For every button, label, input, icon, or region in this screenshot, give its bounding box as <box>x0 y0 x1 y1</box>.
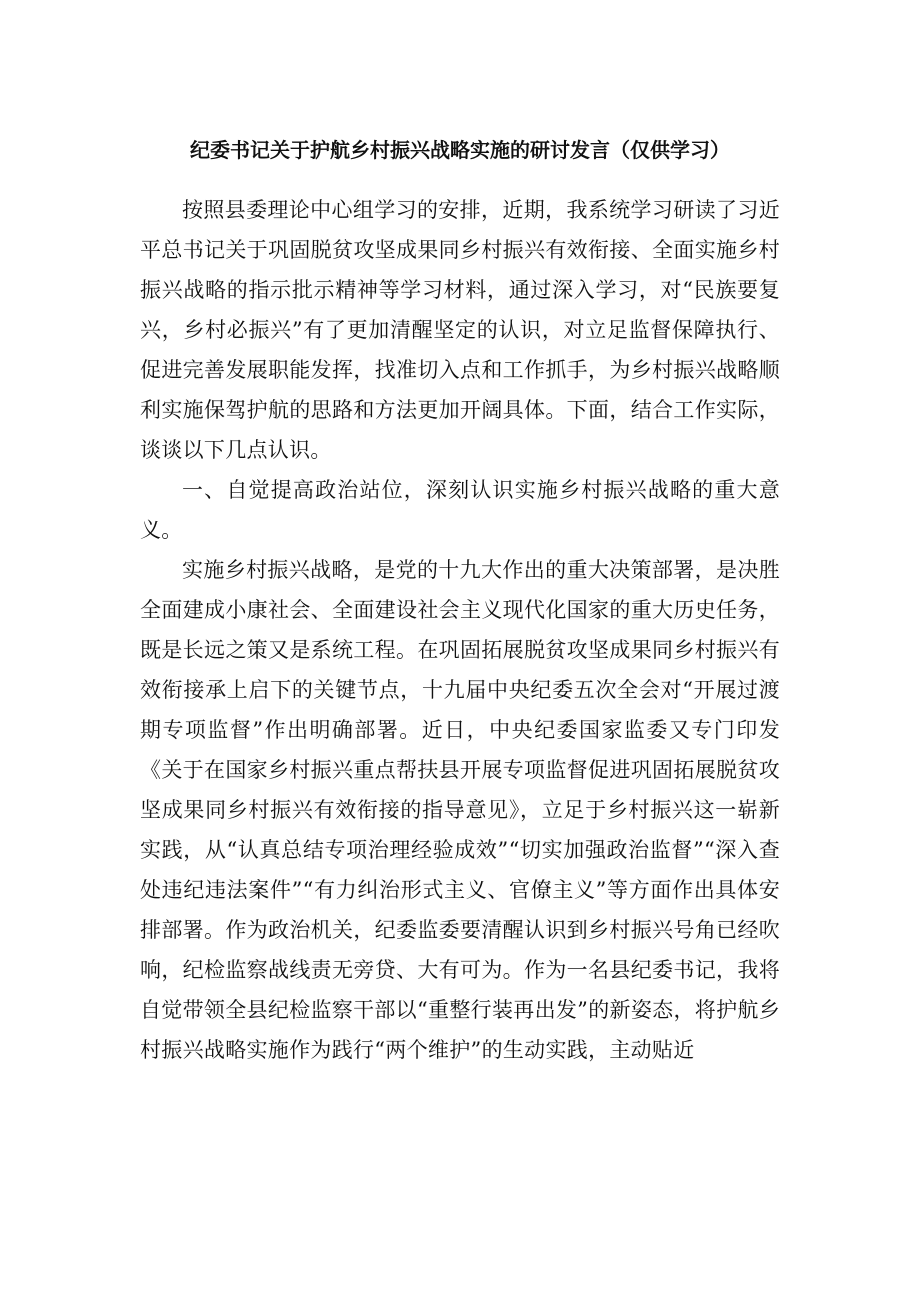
document-title: 纪委书记关于护航乡村振兴战略实施的研讨发言（仅供学习） <box>190 138 730 162</box>
paragraph-section-body: 实施乡村振兴战略，是党的十九大作出的重大决策部署，是决胜全面建成小康社会、全面建设社会主义现代化国家的重大历史任务，既是长远之策又是系统工程。在巩固拓展脱贫攻坚成果同乡村振兴有效衔接承上启下的关键节点，十九届中央纪委五次全会对“开展过渡期专项监督”作出明确部署。近日，中央纪委国家监委又专门印发《关于在国家乡村振兴重点帮扶县开展专项监督促进巩固拓展脱贫攻坚成果同乡村振兴有效衔接的指导意见》，立足于乡村振兴这一崭新实践，从“认真总结专项治理经验成效”“切实加强政治监督”“深入查处违纪违法案件”“有力纠治形式主义、官僚主义”等方面作出具体安排部署。作为政治机关，纪委监委要清醒认识到乡村振兴号角已经吹响，纪检监察战线责无旁贷、大有可为。作为一名县纪委书记，我将自觉带领全县纪检监察干部以“重整行装再出发”的新姿态，将护航乡村振兴战略实施作为践行“两个维护”的生动实践，主动贴近 <box>140 558 780 1062</box>
document-body <box>140 190 780 1070</box>
paragraph-intro: 按照县委理论中心组学习的安排，近期，我系统学习研读了习近平总书记关于巩固脱贫攻坚成果同乡村振兴有效衔接、全面实施乡村振兴战略的指示批示精神等学习材料，通过深入学习，对“民族要复兴，乡村必振兴”有了更加清醒坚定的认识，对立足监督保障执行、促进完善发展职能发挥，找准切入点和工作抓手，为乡村振兴战略顺利实施保驾护航的思路和方法更加开阔具体。下面，结合工作实际，谈谈以下几点认识。 <box>140 198 780 462</box>
paragraph-section-heading: 一、自觉提高政治站位，深刻认识实施乡村振兴战略的重大意义。 <box>140 478 780 542</box>
